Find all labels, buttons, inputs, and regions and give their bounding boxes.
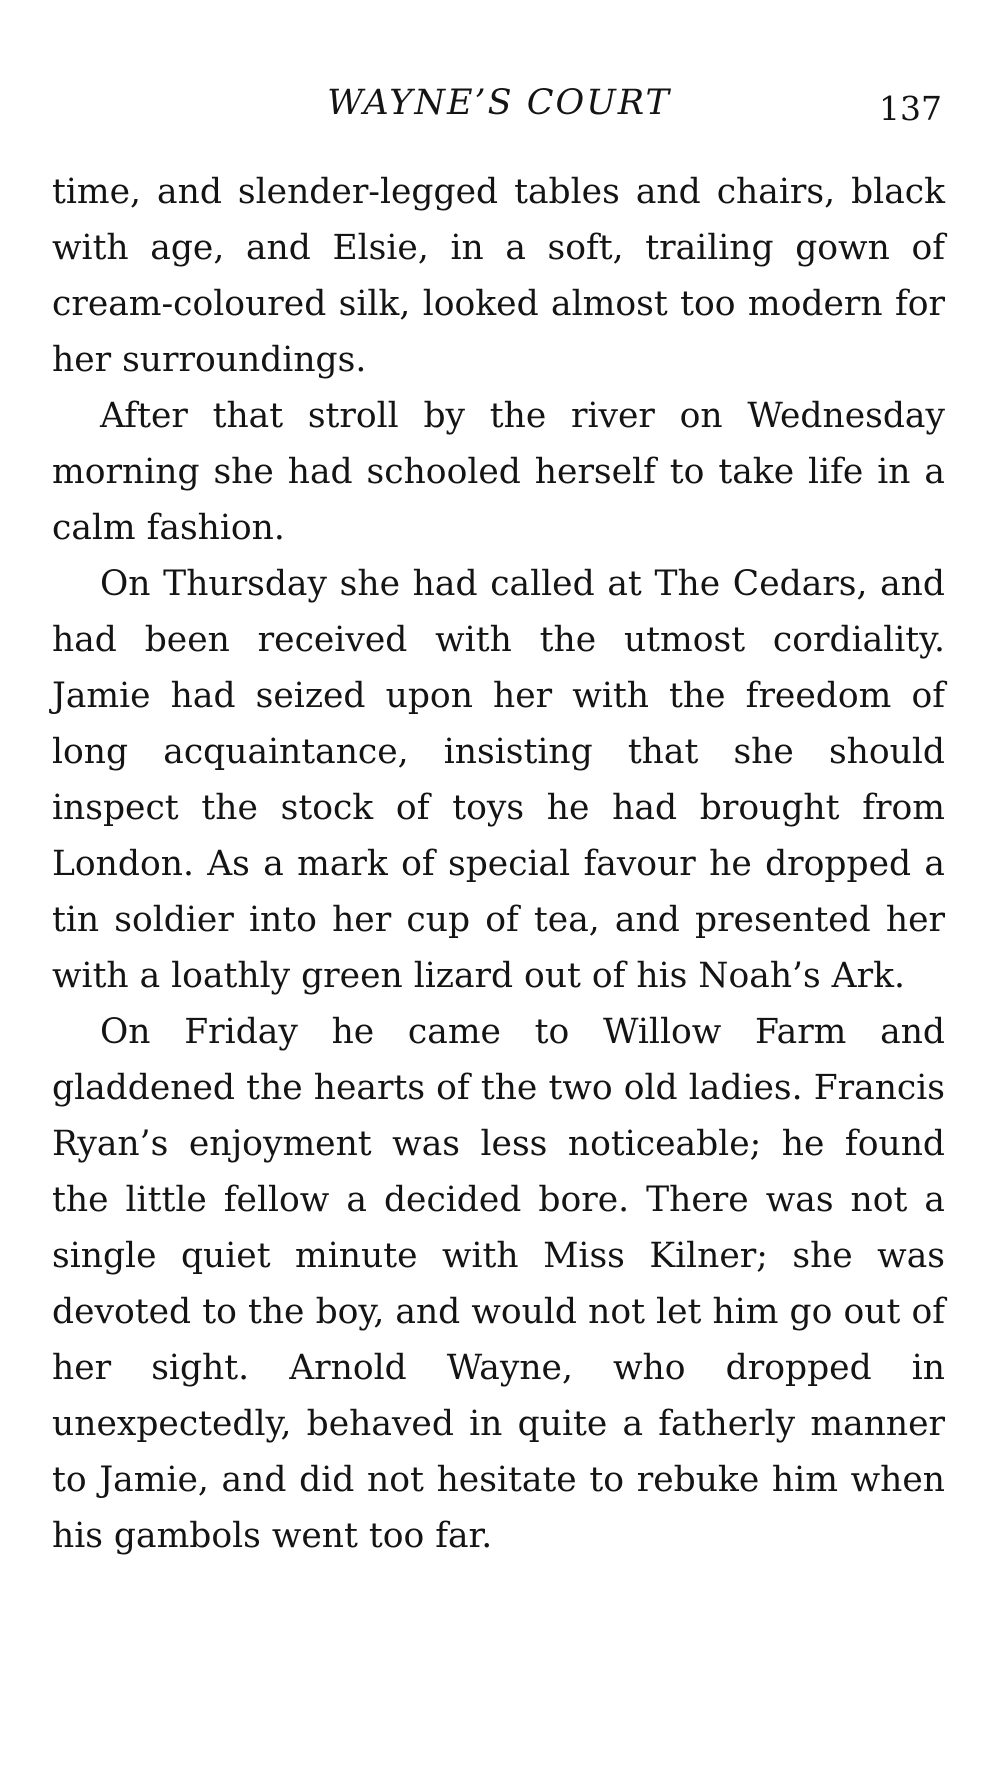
paragraph-friday-willow-farm: On Friday he came to Willow Farm and gladdened the hearts of the two old ladies. Francis Ryan’s enjoyment was less noticeable; he found the little fellow a decided bore. There was not a single quiet minute with Miss Kilner; she was devoted to the boy, and would not let him go out of her sight. Arnold Wayne, who dropped in unexpectedly, behaved in quite a fatherly manner to Jamie, and did not hesitate to rebuke him when his gambols went too far. bbox=[52, 1012, 945, 1556]
running-title: WAYNE’S COURT bbox=[327, 83, 671, 123]
paragraph-continued: time, and slender-legged tables and chairs, black with age, and Elsie, in a soft, trailing gown of cream-coloured silk, looked almost too modern for her surroundings. bbox=[52, 172, 945, 380]
paragraph-wednesday-stroll: After that stroll by the river on Wednesday morning she had schooled herself to take life in a calm fashion. bbox=[52, 396, 945, 548]
paragraph-thursday-cedars: On Thursday she had called at The Cedars, and had been received with the utmost cordiality. Jamie had seized upon her with the freedom of long acquaintance, insisting that she should inspect the stock of toys he had brought from London. As a mark of special favour he dropped a tin soldier into her cup of tea, and presented her with a loathly green lizard out of his Noah’s Ark. bbox=[52, 564, 945, 996]
page-number: 137 bbox=[879, 89, 942, 128]
running-header bbox=[0, 78, 998, 128]
body-text bbox=[52, 164, 945, 1564]
